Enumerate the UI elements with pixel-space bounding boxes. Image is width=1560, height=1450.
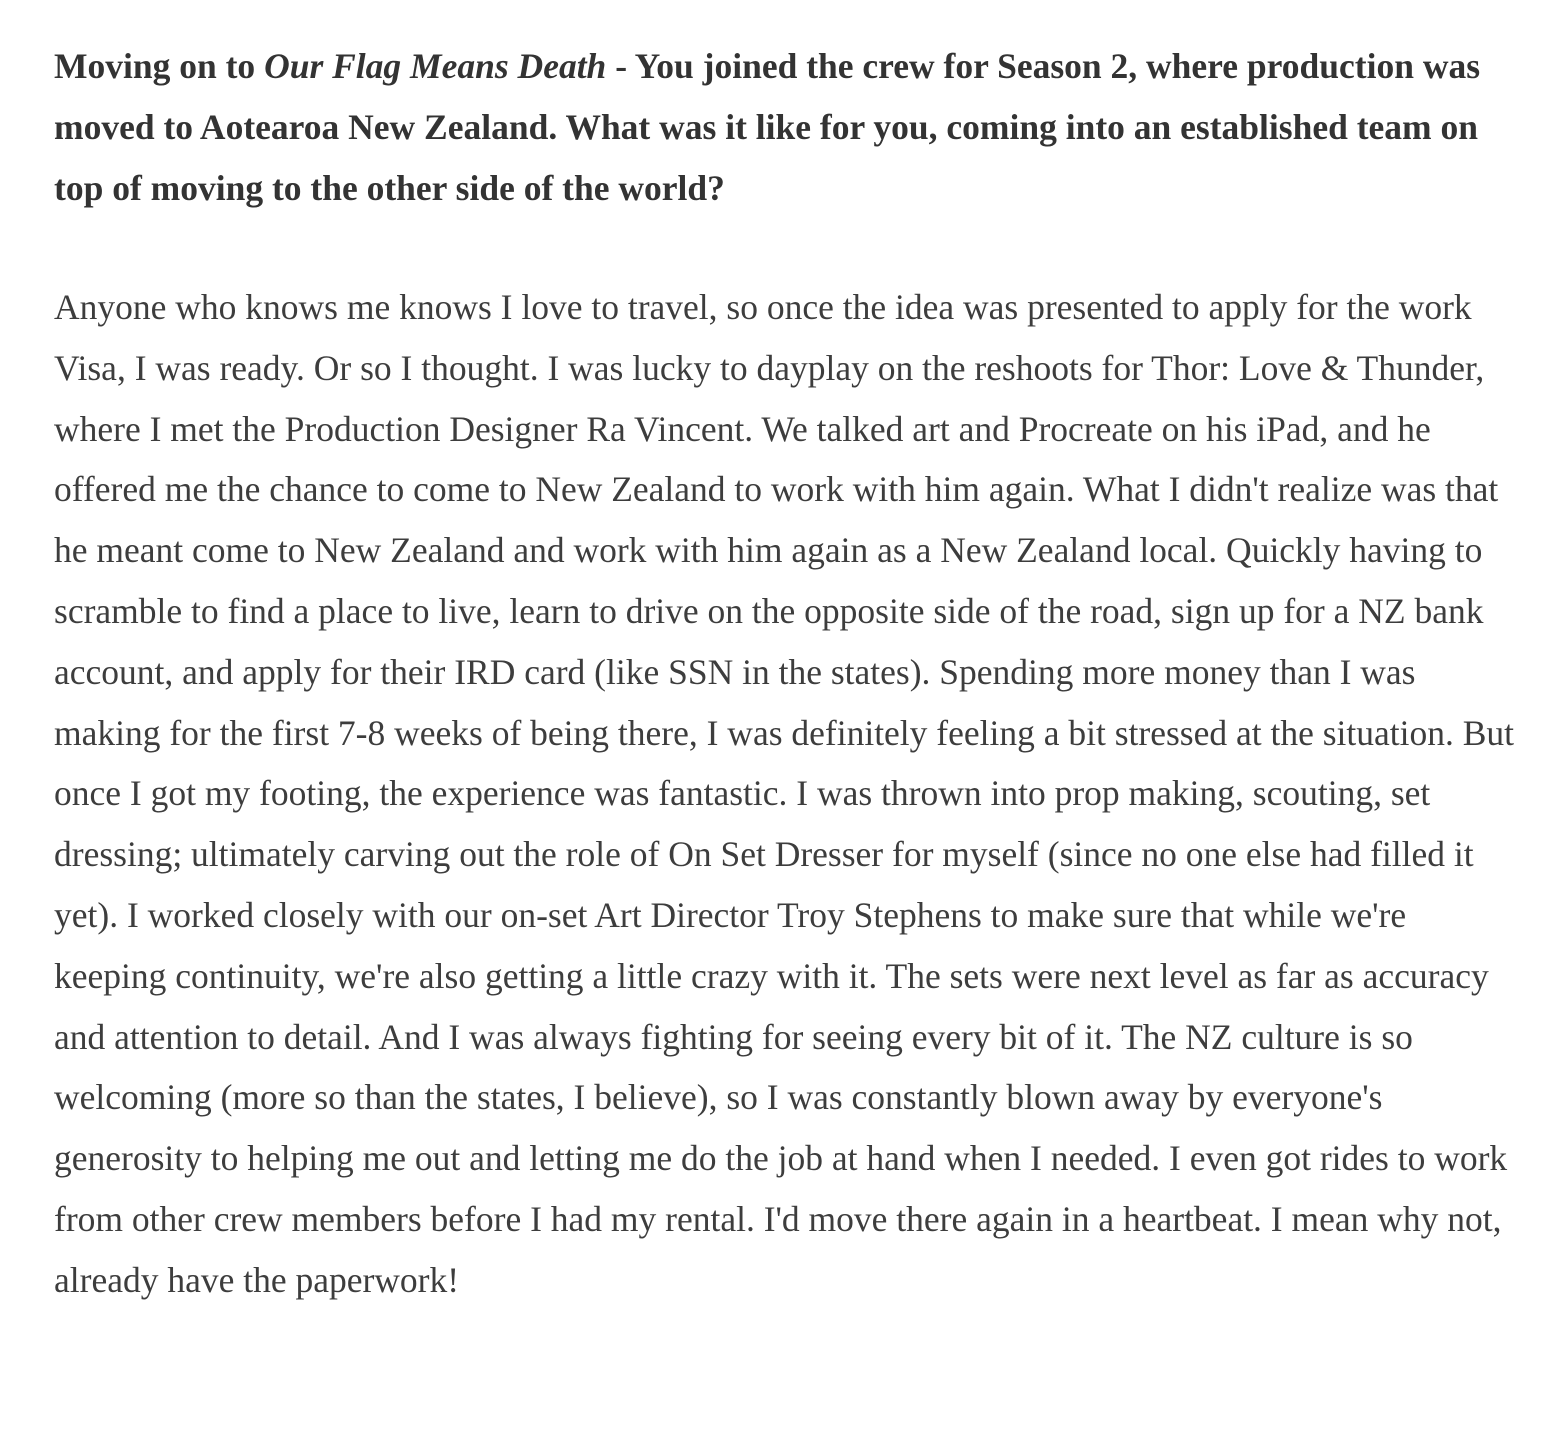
question-text: - You joined the crew for Season 2, where production was moved to Aotearoa New Zealand. What was it like for you, coming into an established team on top of moving to the other side of the world?: [54, 46, 1481, 208]
show-title: Our Flag Means Death: [264, 46, 607, 86]
interview-question: [54, 36, 1520, 219]
interview-answer: Anyone who knows me knows I love to travel, so once the idea was presented to apply for the work Visa, I was ready. Or so I thought. I was lucky to dayplay on the reshoots for Thor: Love & Thunder, where I met the Production Designer Ra Vincent. We talked art and Procreate on his iPad, and he offered me the chance to come to New Zealand to work with him again. What I didn't realize was that he meant come to New Zealand and work with him again as a New Zealand local. Quickly having to scramble to find a place to live, learn to drive on the opposite side of the road, sign up for a NZ bank account, and apply for their IRD card (like SSN in the states). Spending more money than I was making for the first 7-8 weeks of being there, I was definitely feeling a bit stressed at the situation. But once I got my footing, the experience was fantastic. I was thrown into prop making, scouting, set dressing; ultimately carving out the role of On Set Dresser for myself (since no one else had filled it yet). I worked closely with our on-set Art Director Troy Stephens to make sure that while we're keeping continuity, we're also getting a little crazy with it. The sets were next level as far as accuracy and attention to detail. And I was always fighting for seeing every bit of it. The NZ culture is so welcoming (more so than the states, I believe), so I was constantly blown away by everyone's generosity to helping me out and letting me do the job at hand when I needed. I even got rides to work from other crew members before I had my rental. I'd move there again in a heartbeat. I mean why not, already have the paperwork!: [54, 287, 1515, 1300]
question-prefix: Moving on to: [54, 46, 265, 86]
